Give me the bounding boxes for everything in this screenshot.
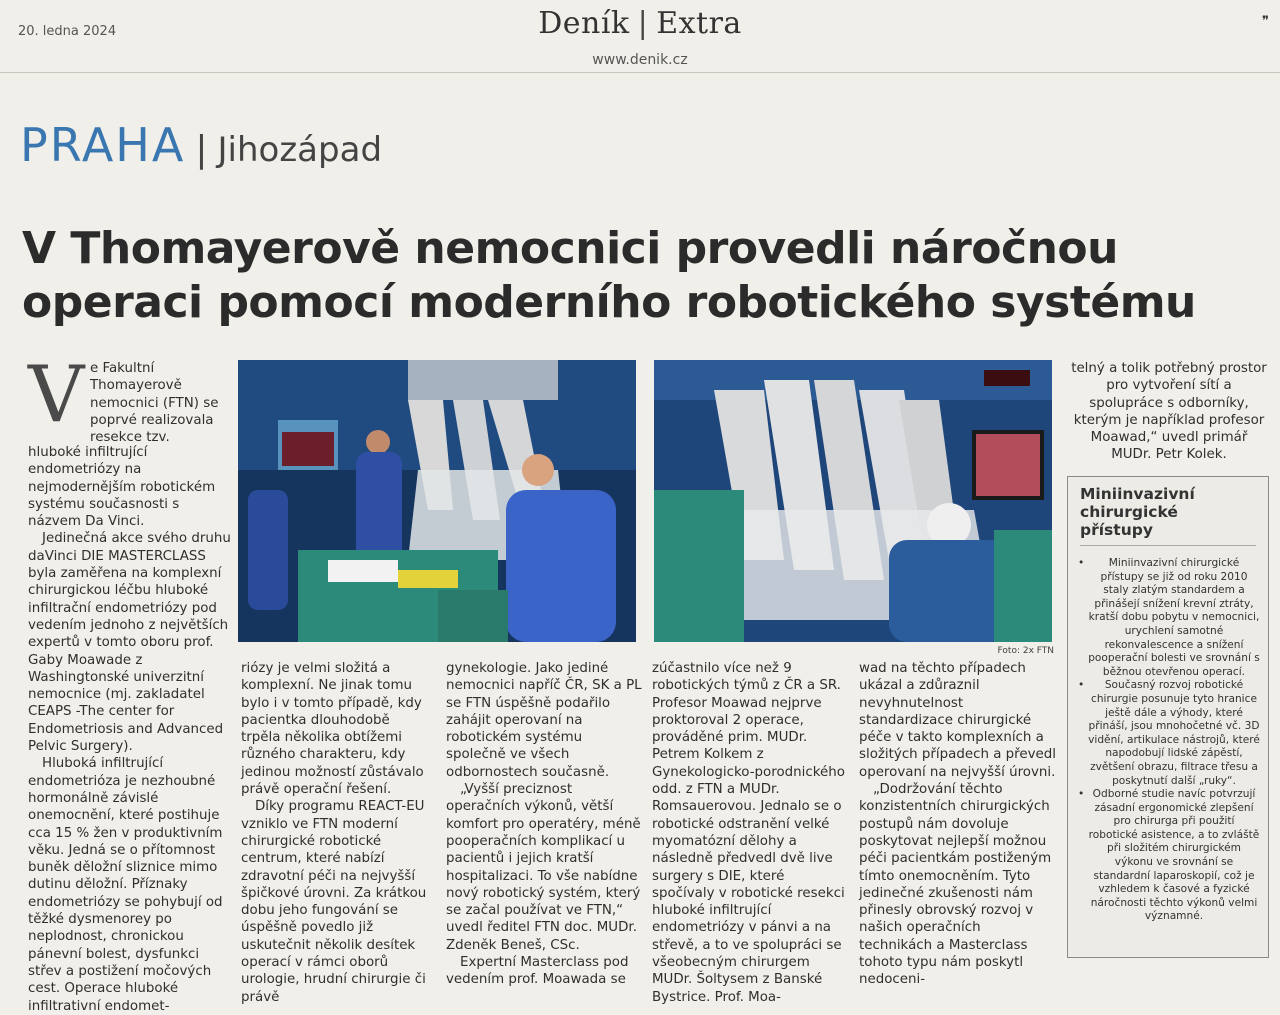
header-rule bbox=[0, 72, 1280, 73]
surgery-photo-1 bbox=[238, 360, 636, 642]
quote-paragraph: „Vyšší preciznost operačních výkonů, větší komfort pro operatéry, méně pooperačních komplikací u pacientů i jejich kratší hospitalizaci. To vše nabídne nový robotický systém, který se začal používat ve FTN,“ uvedl ředitel FTN doc. MUDr. Zdeněk Beneš, CSc. bbox=[446, 782, 641, 953]
lead-text-a: e Fakultní Thomayerově nemocnici (FTN) se poprvé realizovala resekce tzv. bbox=[90, 361, 219, 446]
paragraph: zúčastnilo více než 9 robotických týmů z ČR a SR. Profesor Moawad nejprve proktoroval 2 operace, prováděné prim. MUDr. Petrem Kolkem z Gynekologicko-porodnického odd. z FTN a MUDr. Romsauerovou. Jednalo se o robotické odstranění velké myomatózní dělohy a následně předvedl dvě live surgery s DIE, které spočívaly v robotické resekci hluboké infiltrující endometriózy v pánvi a na střevě, a to ve spolupráci se všeobecným chirurgem MUDr. Šoltysem z Banské Bystrice. Prof. Moa- bbox=[652, 661, 845, 1005]
paragraph: Díky programu REACT-EU vzniklo ve FTN moderní chirurgické robotické centrum, které nabízí zdravotní péči na nejvyšší špičkové úrovni. Za krátkou dobu jeho fungování se úspěšně povedlo již uskutečnit několik desítek operací v rámci oborů urologie, hrudní chirurgie či právě bbox=[241, 799, 427, 1005]
article-column-1 bbox=[28, 444, 234, 1015]
paragraph: riózy je velmi složitá a komplexní. Ne jinak tomu bylo i v tomto případě, kdy pacientka dlouhodobě trpěla několika obtížemi různého charakteru, kdy jedinou možností zůstávalo právě operační řešení. bbox=[241, 661, 424, 798]
lead-paragraph-start bbox=[90, 360, 232, 446]
paragraph: telný a tolik potřebný prostor pro vytvoření sítí a spolupráce s odborníky, kterým je například profesor Moawad,“ uvedl primář MUDr. Petr Kolek. bbox=[1071, 361, 1267, 463]
surgery-photo-2 bbox=[654, 360, 1052, 642]
section-city: PRAHA bbox=[20, 118, 186, 172]
info-sidebar bbox=[1067, 476, 1269, 958]
brand-separator: | bbox=[637, 6, 649, 41]
paragraph: wad na těchto případech ukázal a zdůraznil nevyhnutelnost standardizace chirurgické péče v takto komplexních a složitých případech a převedl operovaní na nejvyšší úrovni. bbox=[859, 661, 1056, 780]
brand-name: Deník bbox=[538, 6, 630, 41]
sidebar-list bbox=[1078, 557, 1260, 924]
sidebar-bullet: • Odborné studie navíc potvrzují zásadní ergonomické zlepšení pro chirurga při použití robotické asistence, a to zvláště při složitém chirurgickém výkonu ve srovnání se standardní laparoskopií, což je vzhledem k časové a fyzické náročnosti těchto výkonů velmi významné. bbox=[1078, 788, 1260, 924]
article-column-2 bbox=[241, 660, 433, 1006]
article-column-3 bbox=[446, 660, 642, 989]
paragraph: Jedinečná akce svého druhu daVinci DIE MASTERCLASS byla zaměřena na komplexní chirurgickou léčbu hluboké infiltrační endometriózy pod vedením jednoho z největších expertů v tomto oboru prof. Gaby Moawade z Washingtonské univerzitní nemocnice (mj. zakladatel CEAPS -The center for Endometriosis and Advanced Pelvic Surgery). bbox=[28, 531, 231, 755]
operating-room-illustration bbox=[238, 360, 636, 642]
sidebar-rule bbox=[1080, 545, 1256, 546]
brand-edition: Extra bbox=[656, 6, 742, 41]
website-url: www.denik.cz bbox=[592, 52, 688, 68]
masthead bbox=[0, 6, 1280, 41]
drop-cap: V bbox=[28, 350, 85, 440]
article-column-6 bbox=[1069, 360, 1269, 464]
article-headline: V Thomayerově nemocnici provedli náročnou operaci pomocí moderního robotického systému bbox=[22, 223, 1196, 328]
quote-paragraph: „Dodržování těchto konzistentních chirurgických postupů nám dovoluje poskytovat nejlepší možnou péči pacientkám postiženým tímto onemocněním. Tyto jedinečné zkušenosti nám přinesly obrovský rozvoj v našich operačních technikách a Masterclass tohoto typu nám poskytl nedoceni- bbox=[859, 782, 1052, 988]
sidebar-bullet: • Současný rozvoj robotické chirurgie posunuje tyto hranice ještě dále a výhody, které přináší, jsou mnohočetné vč. 3D vidění, artikulace nástrojů, které napodobují lidské zápěstí, zvětšení obrazu, filtrace třesu a poskytnutí další „ruky“. bbox=[1078, 679, 1260, 788]
section-header bbox=[20, 118, 382, 172]
sidebar-title: Miniinvazivní chirurgické přístupy bbox=[1080, 485, 1195, 539]
page-edge-mark: ❞ bbox=[1262, 14, 1269, 29]
issue-date: 20. ledna 2024 bbox=[18, 24, 117, 39]
robotic-system-illustration bbox=[654, 360, 1052, 642]
paragraph: Expertní Masterclass pod vedením prof. Moawada se bbox=[446, 955, 629, 988]
lead-text-b: hluboké infiltrující endometriózy na nejmodernějším robotickém systému současnosti s názvem Da Vinci. bbox=[28, 445, 216, 530]
photo-credit: Foto: 2x FTN bbox=[997, 646, 1054, 656]
article-column-5 bbox=[859, 660, 1057, 989]
paragraph: gynekologie. Jako jediné nemocnici napříč ČR, SK a PL se FTN úspěšně podařilo zahájit operovaní na robotickém systému společně ve všech odbornostech současně. bbox=[446, 661, 642, 780]
sidebar-bullet: • Miniinvazivní chirurgické přístupy se již od roku 2010 staly zlatým standardem a přinášejí snížení krevní ztráty, kratší dobu pobytu v nemocnici, urychlení samotné rekonvalescence a snížení pooperační bolesti ve srovnání s běžnou otevřenou operací. bbox=[1078, 557, 1260, 679]
section-separator: | bbox=[195, 129, 208, 170]
article-column-4 bbox=[652, 660, 848, 1006]
section-region: Jihozápad bbox=[217, 130, 383, 170]
paragraph: Hluboká infiltrující endometrióza je nezhoubné hormonálně závislé onemocnění, které postihuje cca 15 % žen v produktivním věku. Jedná se o přítomnost buněk děložní sliznice mimo dutinu děložní. Příznaky endometriózy se pohybují od těžké dysmenorey po neplodnost, chronickou pánevní bolest, dysfunkci střev a postižení močových cest. Operace hluboké infiltrativní endomet- bbox=[28, 756, 223, 1014]
